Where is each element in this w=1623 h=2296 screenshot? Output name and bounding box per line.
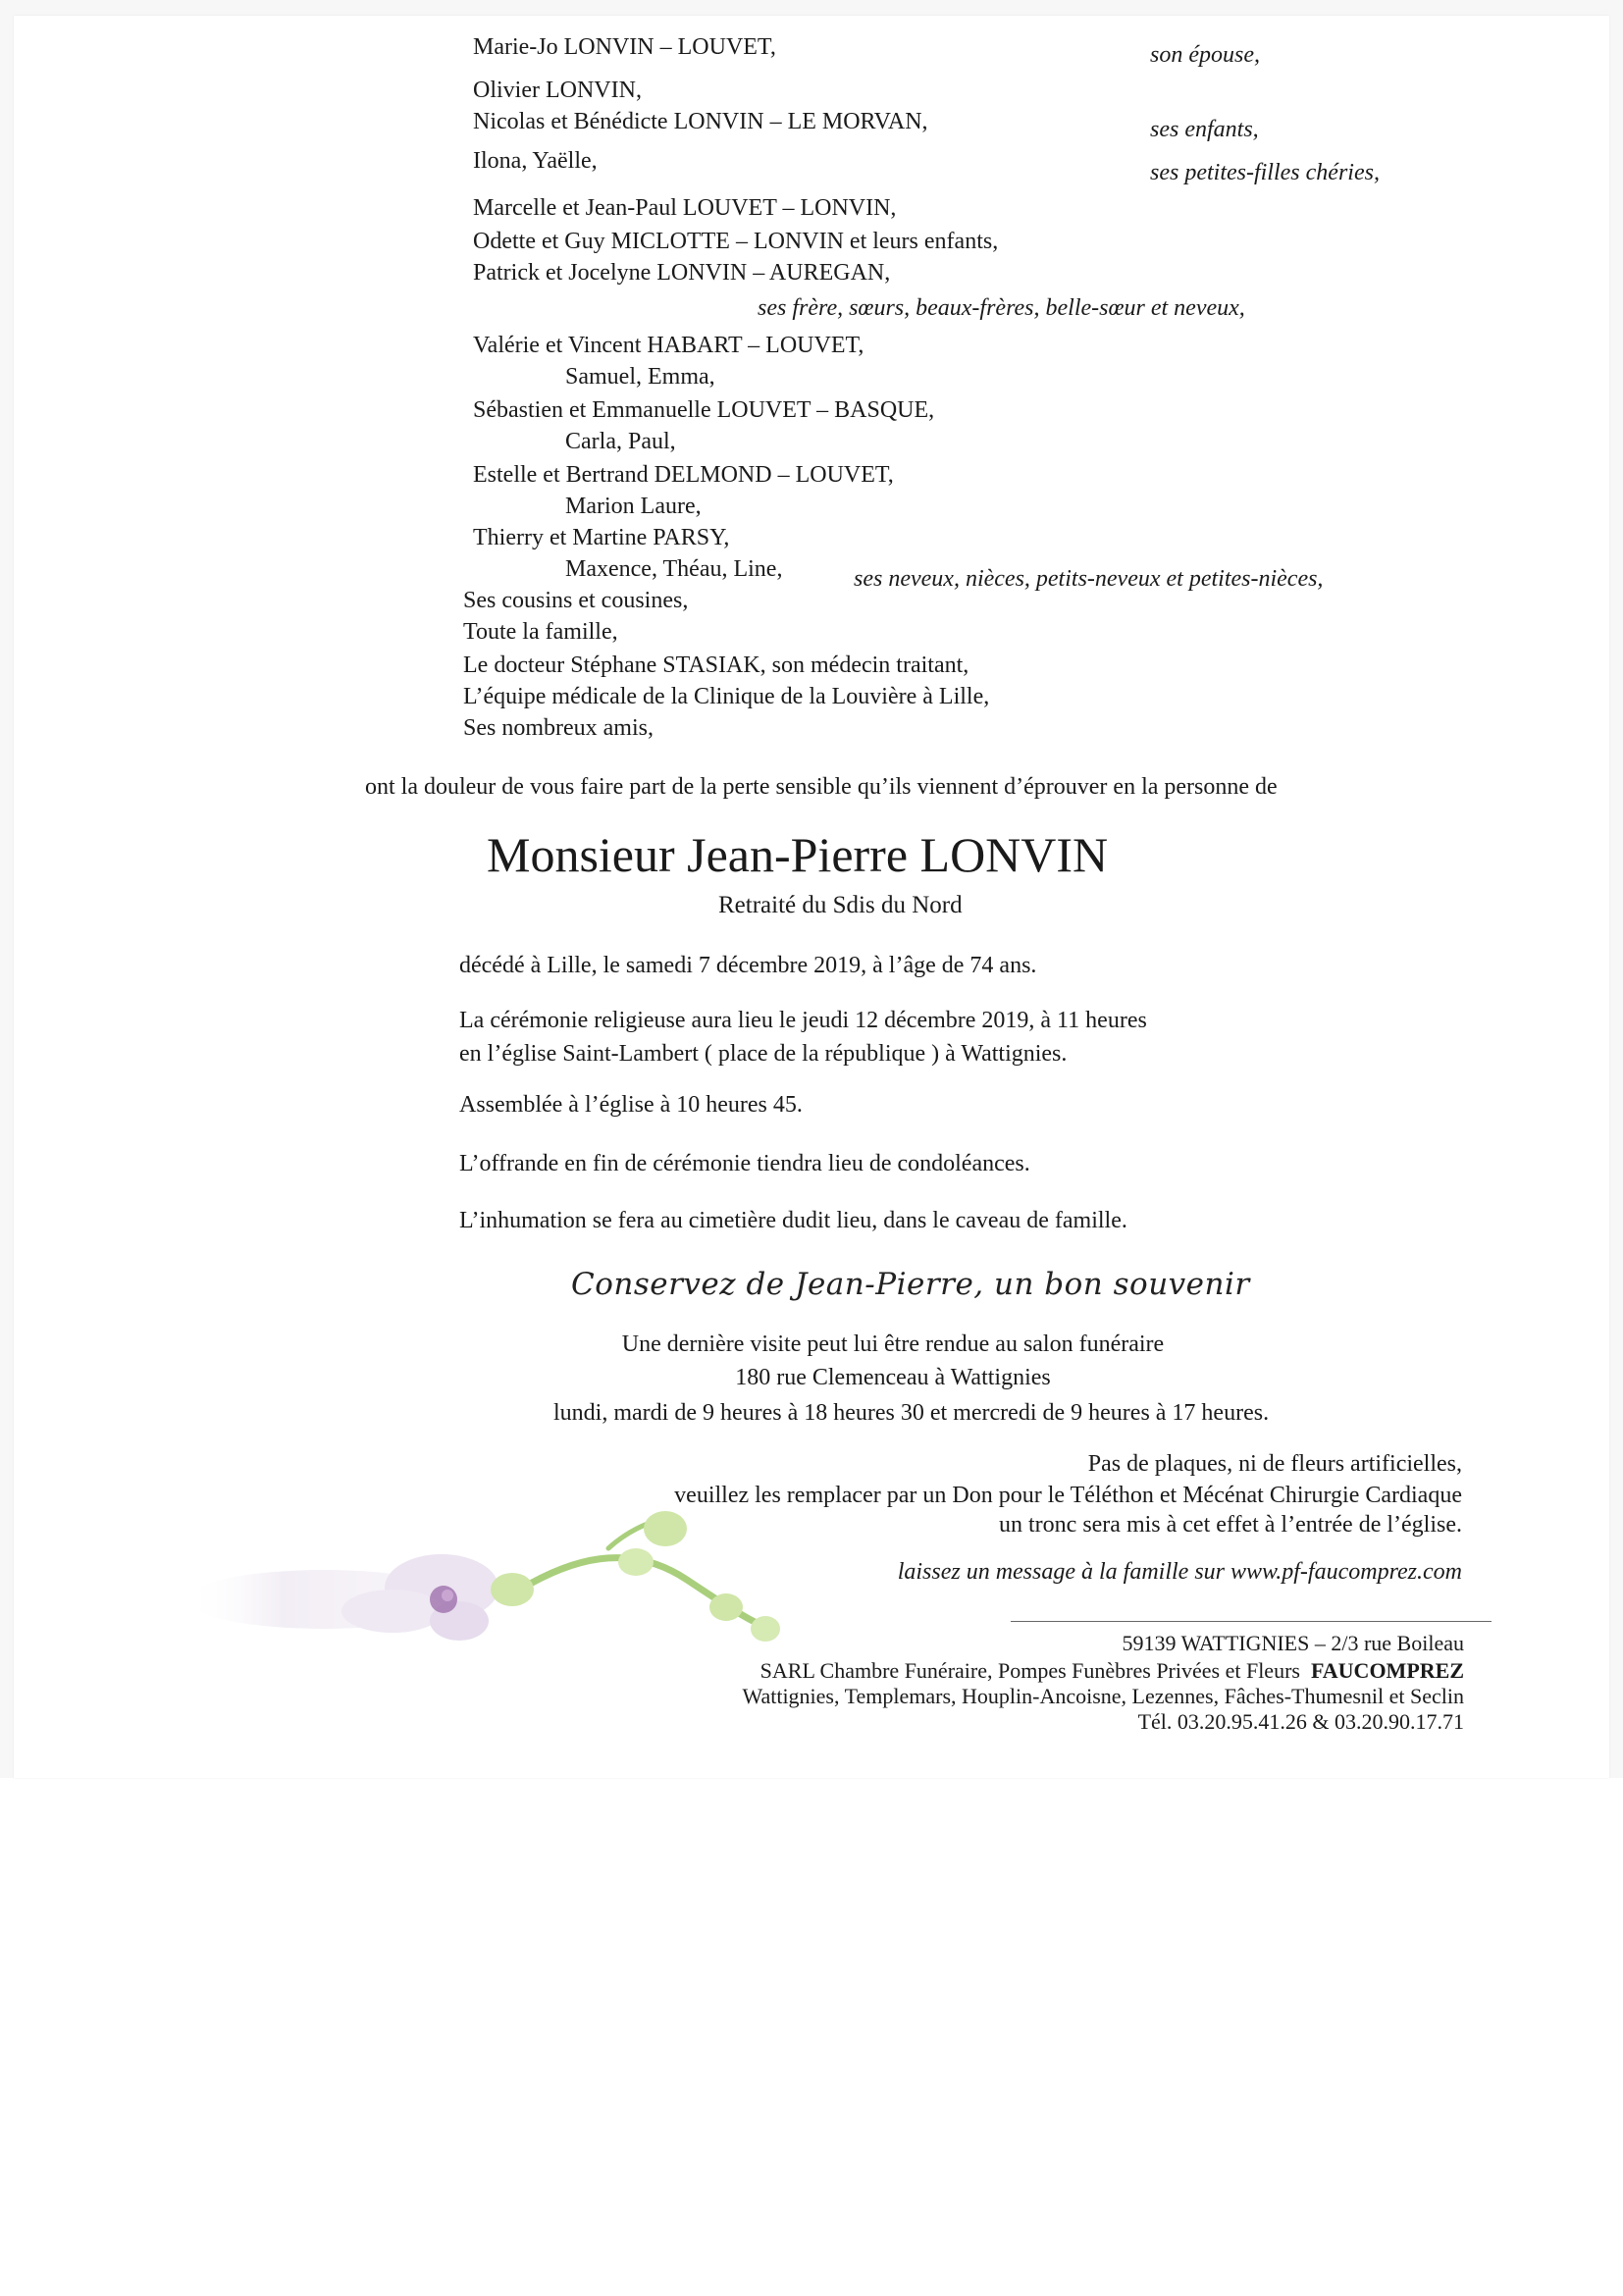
assembly-info: Assemblée à l’église à 10 heures 45. bbox=[459, 1092, 803, 1118]
deceased-subtitle: Retraité du Sdis du Nord bbox=[718, 892, 963, 918]
donation-line: un tronc sera mis à cet effet à l’entrée de l’église. bbox=[999, 1512, 1462, 1538]
ceremony-line: La cérémonie religieuse aura lieu le jeudi 12 décembre 2019, à 11 heures bbox=[459, 1008, 1147, 1033]
funeral-home-address: 59139 WATTIGNIES – 2/3 rue Boileau bbox=[1122, 1631, 1464, 1655]
orchid-petal bbox=[341, 1590, 444, 1633]
offering-info: L’offrande en fin de cérémonie tiendra lieu de condoléances. bbox=[459, 1151, 1030, 1176]
announcement-text: ont la douleur de vous faire part de la perte sensible qu’ils viennent d’éprouver en la personne de bbox=[365, 774, 1278, 800]
family-line: Ses nombreux amis, bbox=[463, 715, 654, 741]
orchid-bud bbox=[644, 1511, 687, 1546]
role-label: ses petites-filles chéries, bbox=[1150, 160, 1380, 185]
donation-line: veuillez les remplacer par un Don pour le Téléthon et Mécénat Chirurgie Cardiaque bbox=[674, 1483, 1462, 1508]
donation-line: Pas de plaques, ni de fleurs artificielles, bbox=[1087, 1451, 1462, 1477]
role-label: ses neveux, nièces, petits-neveux et petites-nièces, bbox=[854, 566, 1324, 592]
funeral-home-description: SARL Chambre Funéraire, Pompes Funèbres Privées et Fleurs bbox=[759, 1658, 1300, 1683]
family-line: Ilona, Yaëlle, bbox=[473, 148, 598, 174]
family-line: Patrick et Jocelyne LONVIN – AUREGAN, bbox=[473, 260, 891, 286]
family-line: Marie-Jo LONVIN – LOUVET, bbox=[473, 34, 776, 60]
visit-line: 180 rue Clemenceau à Wattignies bbox=[735, 1365, 1051, 1390]
visit-line: Une dernière visite peut lui être rendue au salon funéraire bbox=[621, 1331, 1165, 1357]
family-line: Nicolas et Bénédicte LONVIN – LE MORVAN, bbox=[473, 109, 928, 134]
family-line: Marcelle et Jean-Paul LOUVET – LONVIN, bbox=[473, 195, 897, 221]
family-line: Odette et Guy MICLOTTE – LONVIN et leurs enfants, bbox=[473, 229, 999, 254]
deceased-name: Monsieur Jean-Pierre LONVIN bbox=[487, 827, 1109, 882]
funeral-home-phone: Tél. 03.20.95.41.26 & 03.20.90.17.71 bbox=[1137, 1709, 1464, 1734]
footer-rule bbox=[1011, 1621, 1492, 1622]
family-line: Maxence, Théau, Line, bbox=[565, 556, 783, 582]
family-line: Carla, Paul, bbox=[565, 429, 676, 454]
orchid-bud bbox=[618, 1548, 654, 1576]
memorial-quote: Conservez de Jean-Pierre, un bon souvenir bbox=[571, 1267, 1250, 1302]
burial-info: L’inhumation se fera au cimetière dudit lieu, dans le caveau de famille. bbox=[459, 1208, 1127, 1233]
role-label: ses enfants, bbox=[1150, 117, 1259, 142]
website-message: laissez un message à la famille sur www.pf-faucomprez.com bbox=[897, 1559, 1462, 1585]
orchid-bud bbox=[491, 1573, 534, 1606]
family-line: L’équipe médicale de la Clinique de la Louvière à Lille, bbox=[463, 684, 990, 709]
funeral-home-towns: Wattignies, Templemars, Houplin-Ancoisne, Lezennes, Fâches-Thumesnil et Seclin bbox=[742, 1684, 1464, 1708]
family-line: Thierry et Martine PARSY, bbox=[473, 525, 730, 550]
ceremony-line: en l’église Saint-Lambert ( place de la république ) à Wattignies. bbox=[459, 1041, 1068, 1067]
funeral-home-brand: FAUCOMPREZ bbox=[1310, 1658, 1464, 1683]
family-line: Le docteur Stéphane STASIAK, son médecin traitant, bbox=[463, 652, 969, 678]
family-line: Estelle et Bertrand DELMOND – LOUVET, bbox=[473, 462, 894, 488]
funeral-home-name bbox=[687, 1660, 1464, 1682]
orchid-bud bbox=[751, 1616, 780, 1642]
family-line: Ses cousins et cousines, bbox=[463, 588, 689, 613]
family-line: Toute la famille, bbox=[463, 619, 618, 645]
death-info: décédé à Lille, le samedi 7 décembre 2019, à l’âge de 74 ans. bbox=[459, 953, 1037, 978]
family-line: Valérie et Vincent HABART – LOUVET, bbox=[473, 333, 864, 358]
family-line: Olivier LONVIN, bbox=[473, 78, 642, 103]
orchid-bud bbox=[709, 1593, 743, 1621]
family-line: Sébastien et Emmanuelle LOUVET – BASQUE, bbox=[473, 397, 935, 423]
family-line: Marion Laure, bbox=[565, 494, 702, 519]
visit-hours: lundi, mardi de 9 heures à 18 heures 30 et mercredi de 9 heures à 17 heures. bbox=[553, 1400, 1270, 1426]
family-line: Samuel, Emma, bbox=[565, 364, 715, 390]
orchid-center bbox=[442, 1590, 453, 1601]
role-label: ses frère, sœurs, beaux-frères, belle-sœur et neveux, bbox=[758, 295, 1245, 321]
role-label: son épouse, bbox=[1150, 42, 1260, 68]
